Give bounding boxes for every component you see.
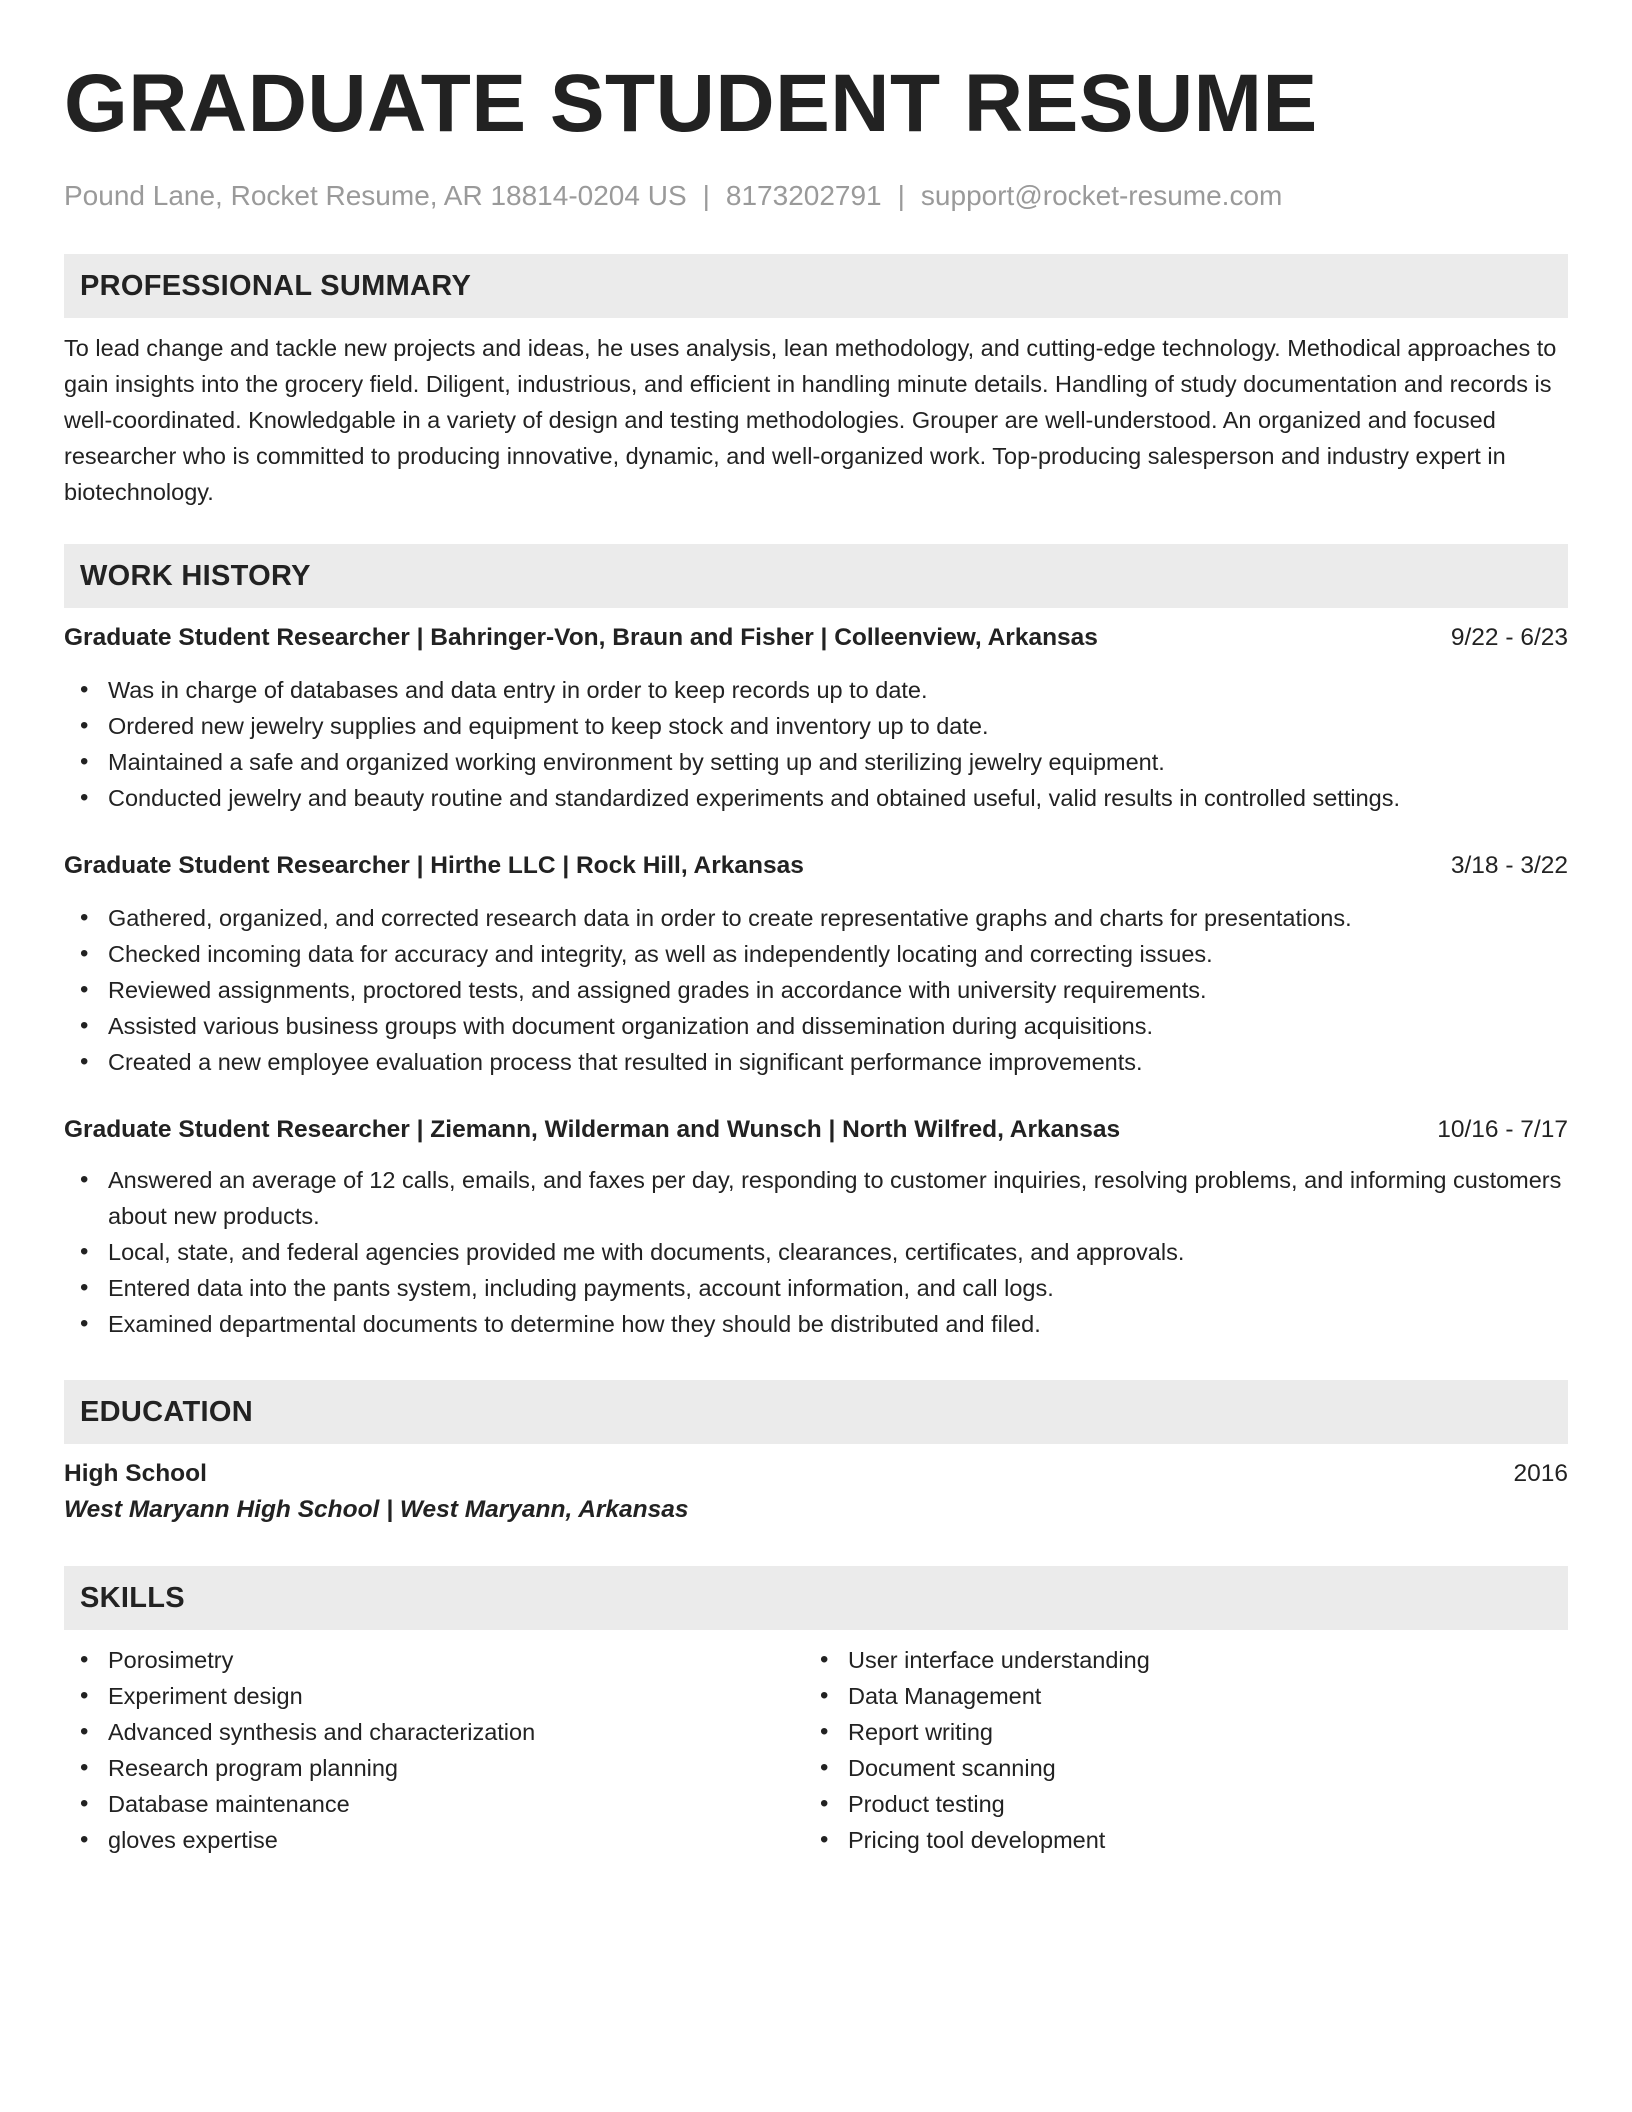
job-bullet: • Checked incoming data for accuracy and integrity, as well as independently locating and correcting issues. bbox=[64, 936, 1568, 972]
job-header bbox=[64, 620, 1568, 656]
job-bullets bbox=[64, 672, 1568, 816]
skills-section-header: SKILLS bbox=[64, 1566, 1568, 1630]
contact-email: support@rocket-resume.com bbox=[920, 180, 1283, 211]
job-entry bbox=[64, 620, 1568, 816]
skill-item: • Advanced synthesis and characterization bbox=[64, 1714, 804, 1750]
skills-list-right bbox=[804, 1642, 1544, 1858]
job-dates: 3/18 - 3/22 bbox=[1450, 852, 1568, 879]
skill-item: • Database maintenance bbox=[64, 1786, 804, 1822]
job-bullet: • Local, state, and federal agencies provided me with documents, clearances, certificates, and approvals. bbox=[64, 1234, 1568, 1270]
summary-section-header: PROFESSIONAL SUMMARY bbox=[64, 254, 1568, 318]
job-entry bbox=[64, 848, 1568, 1080]
skill-item: • Data Management bbox=[804, 1678, 1544, 1714]
job-bullet: • Reviewed assignments, proctored tests, and assigned grades in accordance with university requirements. bbox=[64, 972, 1568, 1008]
skill-item: • gloves expertise bbox=[64, 1822, 804, 1858]
job-title: Graduate Student Researcher | Hirthe LLC | Rock Hill, Arkansas bbox=[64, 852, 804, 879]
job-bullet: • Answered an average of 12 calls, emails, and faxes per day, responding to customer inquiries, resolving problems, and informing customers about new products. bbox=[64, 1162, 1568, 1234]
job-bullet: • Gathered, organized, and corrected research data in order to create representative graphs and charts for presentations. bbox=[64, 900, 1568, 936]
skill-item: • Report writing bbox=[804, 1714, 1544, 1750]
contact-separator: | bbox=[897, 180, 905, 211]
job-title: Graduate Student Researcher | Ziemann, Wilderman and Wunsch | North Wilfred, Arkansas bbox=[64, 1116, 1121, 1143]
job-header bbox=[64, 1112, 1568, 1148]
contact-line bbox=[64, 178, 1568, 214]
job-bullet: • Assisted various business groups with document organization and dissemination during acquisitions. bbox=[64, 1008, 1568, 1044]
job-dates: 10/16 - 7/17 bbox=[1437, 1116, 1568, 1143]
job-bullets bbox=[64, 900, 1568, 1080]
education-header bbox=[64, 1456, 1568, 1492]
work-section-header: WORK HISTORY bbox=[64, 544, 1568, 608]
skills-list-left bbox=[64, 1642, 804, 1858]
job-bullet: • Entered data into the pants system, including payments, account information, and call logs. bbox=[64, 1270, 1568, 1306]
skill-item: • User interface understanding bbox=[804, 1642, 1544, 1678]
contact-separator: | bbox=[702, 180, 710, 211]
skill-item: • Research program planning bbox=[64, 1750, 804, 1786]
education-entry bbox=[64, 1456, 1568, 1528]
education-section-header: EDUCATION bbox=[64, 1380, 1568, 1444]
skill-item: • Product testing bbox=[804, 1786, 1544, 1822]
job-bullet: • Created a new employee evaluation process that resulted in significant performance improvements. bbox=[64, 1044, 1568, 1080]
contact-address: Pound Lane, Rocket Resume, AR 18814-0204 US bbox=[64, 180, 687, 211]
skills-columns bbox=[64, 1642, 1568, 1858]
job-header bbox=[64, 848, 1568, 884]
job-title: Graduate Student Researcher | Bahringer-Von, Braun and Fisher | Colleenview, Arkansas bbox=[64, 624, 1098, 651]
summary-text: To lead change and tackle new projects and ideas, he uses analysis, lean methodology, and cutting-edge technology. Methodical approaches to gain insights into the grocery field. Diligent, industrious, and efficient in handling minute details. Handling of study documentation and records is well-coordinated. Knowledgable in a variety of design and testing methodologies. Grouper are well-understood. An organized and focused researcher who is committed to producing innovative, dynamic, and well-organized work. Top-producing salesperson and industry expert in biotechnology. bbox=[64, 335, 1557, 505]
contact-phone: 8173202791 bbox=[725, 180, 882, 211]
job-entry bbox=[64, 1112, 1568, 1342]
job-bullet: • Ordered new jewelry supplies and equipment to keep stock and inventory up to date. bbox=[64, 708, 1568, 744]
education-school: West Maryann High School | West Maryann, Arkansas bbox=[64, 1496, 689, 1523]
job-bullets bbox=[64, 1162, 1568, 1342]
skill-item: • Experiment design bbox=[64, 1678, 804, 1714]
job-bullet: • Maintained a safe and organized working environment by setting up and sterilizing jewelry equipment. bbox=[64, 744, 1568, 780]
education-year: 2016 bbox=[1513, 1460, 1568, 1487]
job-dates: 9/22 - 6/23 bbox=[1450, 624, 1568, 651]
skill-item: • Porosimetry bbox=[64, 1642, 804, 1678]
skill-item: • Document scanning bbox=[804, 1750, 1544, 1786]
job-bullet: • Was in charge of databases and data entry in order to keep records up to date. bbox=[64, 672, 1568, 708]
skill-item: • Pricing tool development bbox=[804, 1822, 1544, 1858]
job-bullet: • Conducted jewelry and beauty routine and standardized experiments and obtained useful, valid results in controlled settings. bbox=[64, 780, 1568, 816]
job-bullet: • Examined departmental documents to determine how they should be distributed and filed. bbox=[64, 1306, 1568, 1342]
resume-title: GRADUATE STUDENT RESUME bbox=[64, 58, 1318, 149]
education-degree: High School bbox=[64, 1460, 207, 1487]
